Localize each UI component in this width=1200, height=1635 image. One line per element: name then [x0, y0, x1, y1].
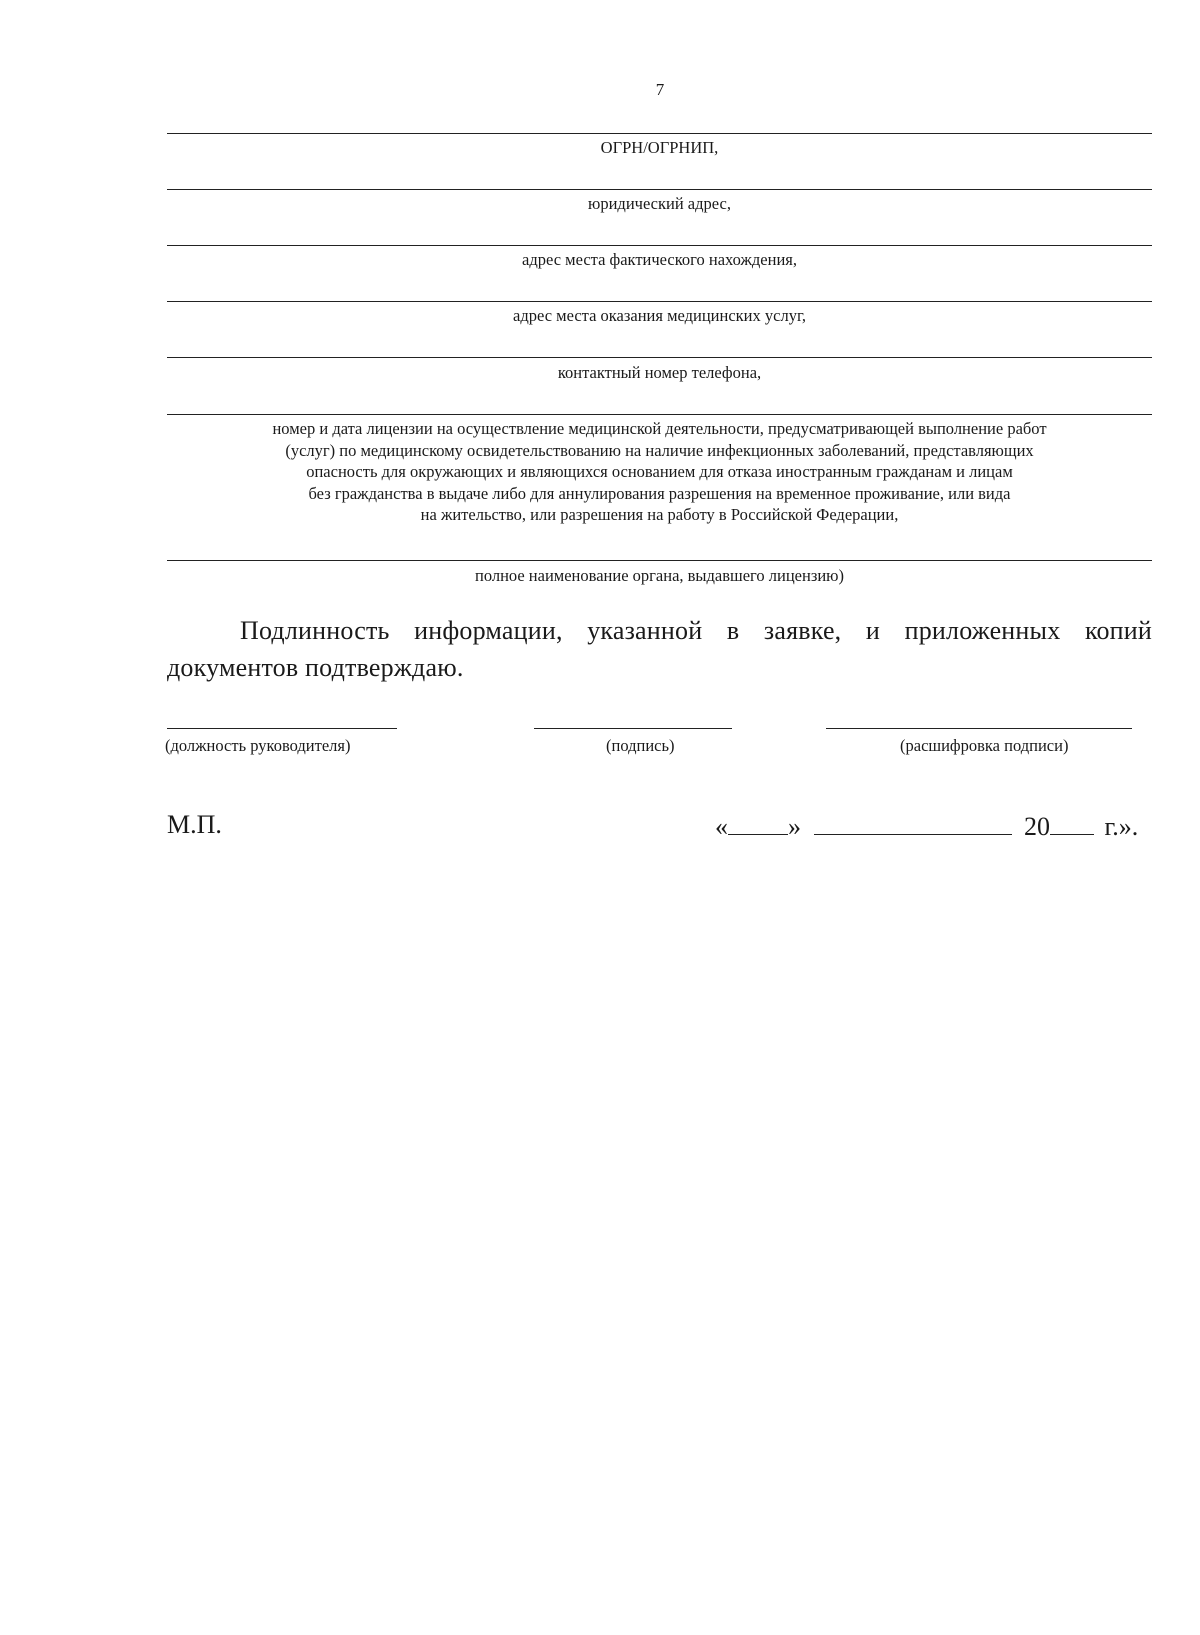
phone-caption: контактный номер телефона, [557, 363, 762, 382]
position-caption: (должность руководителя) [165, 736, 351, 755]
month-blank[interactable] [814, 810, 1012, 835]
license-authority-line[interactable] [167, 560, 1152, 561]
date-close-quote: » [788, 812, 801, 841]
legal-address-caption: юридический адрес, [588, 194, 731, 213]
services-address-caption: адрес места оказания медицинских услуг, [513, 306, 806, 325]
transcript-caption: (расшифровка подписи) [900, 736, 1069, 755]
page-number: 7 [655, 80, 665, 99]
signature-line[interactable] [534, 728, 732, 729]
license-caption-line: на жительство, или разрешения на работу в Российской Федерации, [420, 505, 899, 524]
ogrn-line[interactable] [167, 133, 1152, 134]
ogrn-caption: ОГРН/ОГРНИП, [600, 138, 719, 157]
license-caption-line: (услуг) по медицинскому освидетельствованию на наличие инфекционных заболеваний, представляющих [285, 440, 1034, 460]
date-line [715, 810, 1138, 842]
day-blank[interactable] [728, 810, 788, 835]
actual-address-line[interactable] [167, 245, 1152, 246]
confirmation-statement: Подлинность информации, указанной в заявке, и приложенных копий документов подтверждаю. [167, 616, 1152, 682]
license-caption-line: опасность для окружающих и являющихся основанием для отказа иностранным гражданам и лицам [306, 462, 1013, 481]
license-line[interactable] [167, 414, 1152, 415]
phone-line[interactable] [167, 357, 1152, 358]
position-line[interactable] [167, 728, 397, 729]
signature-caption: (подпись) [606, 736, 675, 755]
year-blank[interactable] [1050, 810, 1094, 835]
transcript-line[interactable] [826, 728, 1132, 729]
year-suffix: г.». [1104, 812, 1139, 841]
license-caption [167, 418, 1152, 526]
license-caption-line: номер и дата лицензии на осуществление медицинской деятельности, предусматривающей выполнение работ [272, 419, 1047, 438]
license-caption-line: без гражданства в выдаче либо для аннулирования разрешения на временное проживание, или вида [308, 483, 1011, 503]
stamp-label: М.П. [167, 810, 222, 839]
license-authority-caption: полное наименование органа, выдавшего лицензию) [474, 566, 845, 585]
legal-address-line[interactable] [167, 189, 1152, 190]
services-address-line[interactable] [167, 301, 1152, 302]
year-prefix: 20 [1024, 812, 1050, 841]
actual-address-caption: адрес места фактического нахождения, [522, 250, 797, 269]
date-open-quote: « [715, 812, 728, 841]
